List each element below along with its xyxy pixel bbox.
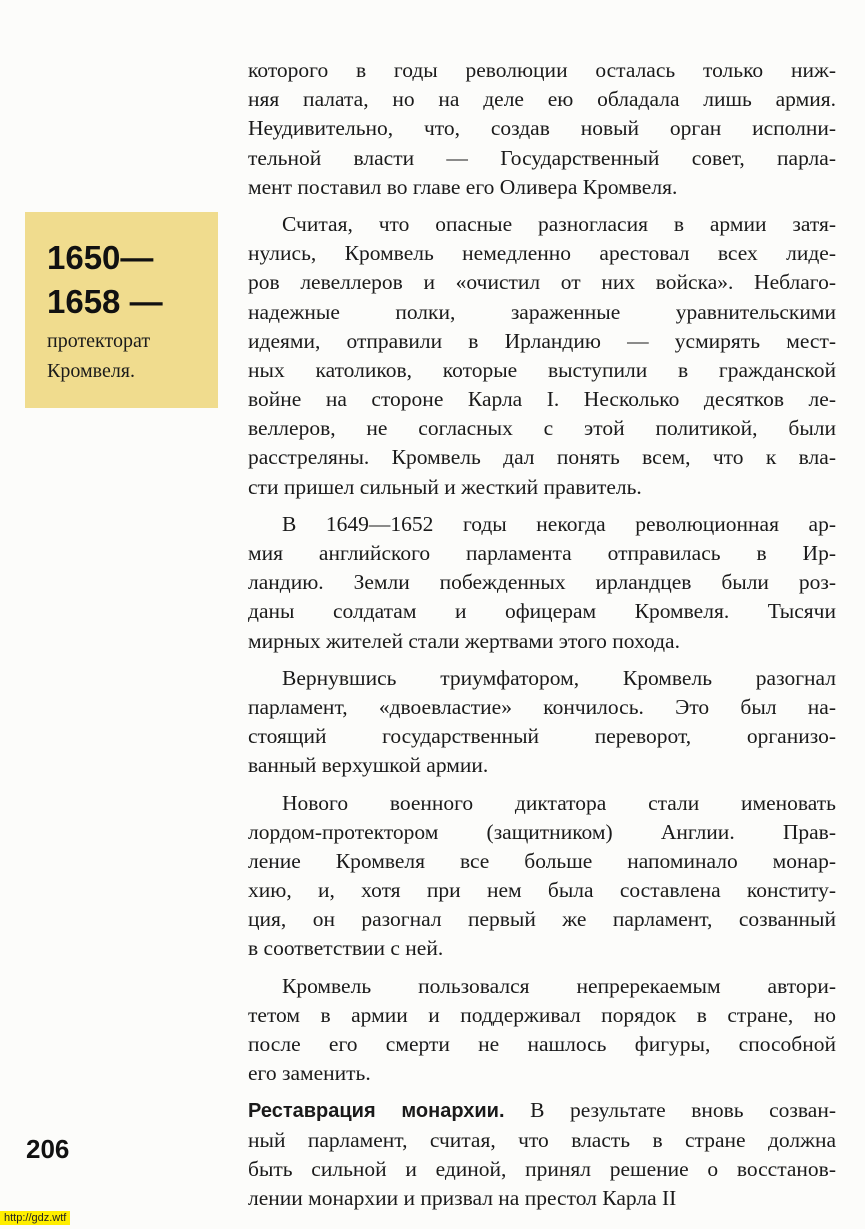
section-restoration xyxy=(248,1096,836,1213)
text-line: мирных жителей стали жертвами этого похода. xyxy=(248,628,680,653)
section-heading: Реставрация монархии. xyxy=(248,1100,505,1123)
section-first-line-text: В результате вновь созван- xyxy=(504,1098,836,1123)
text-line: расстреляны. Кромвель дал понять всем, что к вла- xyxy=(248,445,836,470)
text-line: няя палата, но на деле ею обладала лишь армия. xyxy=(248,87,836,112)
site-watermark: http://gdz.wtf xyxy=(0,1211,70,1225)
text-line: мент поставил во главе его Оливера Кромвеля. xyxy=(248,174,678,199)
page-number: 206 xyxy=(26,1134,70,1164)
sidebar-caption-line1: протекторат xyxy=(47,330,151,352)
main-text-column xyxy=(248,56,836,1213)
text-line: ция, он разогнал первый же парламент, созванный xyxy=(248,907,836,932)
paragraph xyxy=(248,210,836,502)
text-line: лордом-протектором (защитником) Англии. Прав- xyxy=(248,819,836,844)
text-line: парламент, «двоевластие» кончилось. Это был на- xyxy=(248,694,836,719)
paragraph xyxy=(248,56,836,202)
text-line: ров левеллеров и «очистил от них войска». Неблаго- xyxy=(248,270,836,295)
text-line: тельной власти — Государственный совет, парла- xyxy=(248,145,836,170)
paragraph xyxy=(248,789,836,964)
text-line: которого в годы революции осталась только ниж- xyxy=(248,58,836,82)
text-line: Нового военного диктатора стали именовать xyxy=(282,790,836,815)
text-line: стоящий государственный переворот, организо- xyxy=(248,724,836,749)
text-line: веллеров, не согласных с этой политикой, были xyxy=(248,416,836,441)
text-line: мия английского парламента отправилась в Ир- xyxy=(248,541,836,565)
paragraph xyxy=(248,664,836,781)
text-line: надежные полки, зараженные уравнительскими xyxy=(248,299,836,324)
sidebar-caption-line2: Кромвеля. xyxy=(47,360,135,382)
sidebar-year-start: 1650— xyxy=(47,239,154,276)
text-line: нулись, Кромвель немедленно арестовал всех лиде- xyxy=(248,241,836,266)
section-line: лении монархии и призвал на престол Карла II xyxy=(248,1185,677,1210)
text-line: тетом в армии и поддерживал порядок в стране, но xyxy=(248,1002,836,1027)
text-line: Считая, что опасные разногласия в армии затя- xyxy=(282,211,836,236)
text-line: Вернувшись триумфатором, Кромвель разогнал xyxy=(282,665,836,690)
paragraph xyxy=(248,972,836,1089)
text-line: в соответствии с ней. xyxy=(248,936,444,961)
body-paragraphs xyxy=(248,56,836,1088)
text-line: его заменить. xyxy=(248,1061,371,1086)
text-line: Кромвель пользовался непререкаемым автори- xyxy=(282,973,836,998)
text-line: Неудивительно, что, создав новый орган исполни- xyxy=(248,116,836,141)
sidebar-year-end: 1658 — xyxy=(47,283,163,320)
paragraph xyxy=(248,510,836,656)
section-line: быть сильной и единой, принял решение о восстанов- xyxy=(248,1156,836,1181)
date-sidebar-box xyxy=(25,212,218,408)
section-first-line xyxy=(248,1096,836,1125)
text-line: В 1649—1652 годы некогда революционная ар- xyxy=(282,511,836,536)
text-line: даны солдатам и офицерам Кромвеля. Тысячи xyxy=(248,599,836,624)
text-line: ных католиков, которые выступили в гражданской xyxy=(248,357,836,382)
text-line: хию, и, хотя при нем была составлена конститу- xyxy=(248,878,836,903)
text-line: войне на стороне Карла I. Несколько десятков ле- xyxy=(248,387,836,412)
text-line: ландию. Земли побежденных ирландцев были роз- xyxy=(248,570,836,595)
text-line: ление Кромвеля все больше напоминало монар- xyxy=(248,848,836,873)
section-line: ный парламент, считая, что власть в стране должна xyxy=(248,1127,836,1152)
text-line: ванный верхушкой армии. xyxy=(248,753,489,778)
text-line: идеями, отправили в Ирландию — усмирять мест- xyxy=(248,328,836,353)
text-line: сти пришел сильный и жесткий правитель. xyxy=(248,474,642,499)
text-line: после его смерти не нашлось фигуры, способной xyxy=(248,1032,836,1056)
